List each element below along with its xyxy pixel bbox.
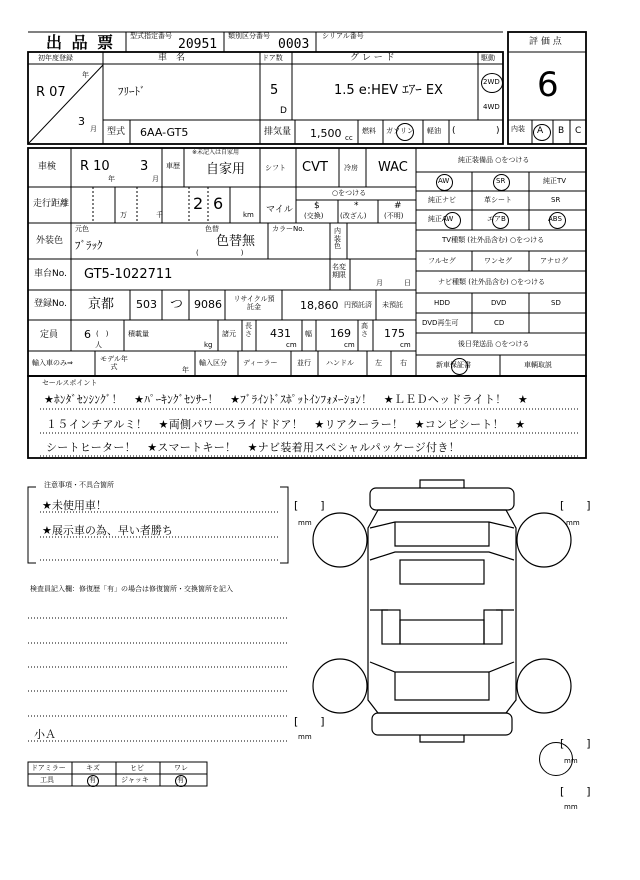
equip-abs: ABS xyxy=(548,215,562,223)
tread-mm-front-left: mm xyxy=(298,519,312,527)
width-label: 幅 xyxy=(305,330,312,338)
ac-label: 冷房 xyxy=(344,164,358,172)
title-change-month: 月 xyxy=(376,279,383,287)
title-change-label: 名変期限 xyxy=(332,263,346,279)
later-shipment-label: 後日発送品 ○をつける xyxy=(458,340,530,348)
tv-analog: アナログ xyxy=(540,257,568,265)
legend-tools-have: 有 xyxy=(89,776,96,784)
plate-region: 京都 xyxy=(88,297,115,312)
sales-line-1: ★ﾎﾝﾀﾞｾﾝｼﾝｸﾞ！ ★ﾊﾟｰｷﾝｸﾞｾﾝｻｰ！ ★ﾌﾞﾗｲﾝﾄﾞｽﾎﾟｯﾄｲﾝﾌｫﾒｰｼｮﾝ！ ★ＬＥＤヘッドライト！ ★ xyxy=(44,393,529,406)
navi-dvd: DVD xyxy=(491,299,507,307)
tread-bracket-front-right: [ ] xyxy=(560,499,591,512)
fuel-paren-open: ( xyxy=(452,126,456,136)
form-title: 出 品 票 xyxy=(46,33,116,52)
mileage-digit-1: 2 xyxy=(193,194,204,213)
drive-label: 駆動 xyxy=(481,54,495,62)
paint-paren: ( ) xyxy=(196,249,244,257)
equip-aw: AW xyxy=(438,177,450,185)
mile-label: マイル xyxy=(266,205,293,215)
capacity-value: 6 xyxy=(84,328,91,341)
color-number-label: カラーNo. xyxy=(272,225,305,233)
equip-aw2: 純正AW xyxy=(428,215,454,223)
navi-cd: CD xyxy=(494,319,505,327)
doors-value: 5 xyxy=(270,83,279,98)
handle-left: 左 xyxy=(375,359,382,367)
capacity-paren: ( ) xyxy=(96,330,109,338)
length-label: 長さ xyxy=(245,322,252,338)
capacity-label: 定員 xyxy=(40,330,59,340)
notes-label: 注意事項・不具合箇所 xyxy=(44,481,114,489)
tv-one-seg: ワンセグ xyxy=(484,257,512,265)
grade-score-value: 6 xyxy=(537,65,559,105)
import-type-label: 輸入区分 xyxy=(199,359,227,367)
handle-label: ハンドル xyxy=(326,359,354,367)
serial-label: シリアル番号 xyxy=(322,32,364,40)
title-change-day: 日 xyxy=(404,279,411,287)
car-name-label: 車 名 xyxy=(158,53,186,63)
history-value: 自家用 xyxy=(206,162,246,177)
dims-label: 諸元 xyxy=(222,330,236,338)
spare-tire-icon xyxy=(539,742,573,776)
tamper-label: (改ざん) xyxy=(340,212,367,220)
swap-mark: $ xyxy=(314,201,320,211)
tread-bracket-spare: [ ] xyxy=(560,785,591,798)
mileage-unit: km xyxy=(243,211,254,219)
height-value: 175 xyxy=(384,327,405,340)
sales-points-label: セールスポイント xyxy=(42,379,98,387)
inspection-month: 3 xyxy=(140,159,149,174)
unknown-mark: # xyxy=(394,201,402,211)
recycle-suffix: 円預託済 xyxy=(344,301,372,309)
chassis-label: 車台No. xyxy=(34,269,67,279)
model-designation-value: 20951 xyxy=(178,37,218,52)
fuel-label: 燃料 xyxy=(362,127,376,135)
fuel-paren-close: ) xyxy=(496,126,500,136)
genuine-equipment-label: 純正装備品 ○をつける xyxy=(458,156,530,164)
mileage-label: 走行距離 xyxy=(33,199,70,209)
height-unit: cm xyxy=(400,341,411,349)
fuel-gasoline: ガソリン xyxy=(386,127,414,135)
first-registration-month: 3 xyxy=(78,115,85,128)
interior-a: A xyxy=(537,126,544,136)
first-registration-label: 初年度登録 xyxy=(38,54,73,62)
tamper-mark: * xyxy=(354,201,359,211)
equip-leather: 革シート xyxy=(484,196,512,204)
handle-right: 右 xyxy=(400,359,407,367)
displacement-label: 排気量 xyxy=(264,127,292,137)
recycle-unpaid: 未預託 xyxy=(382,301,403,309)
tv-full-seg: フルセグ xyxy=(428,257,456,265)
tread-mm-rear-right: mm xyxy=(564,757,578,765)
door-type-value: D xyxy=(280,106,287,116)
tread-bracket-rear-right: [ ] xyxy=(560,737,591,750)
drive-4wd: 4WD xyxy=(483,103,500,111)
equip-sr2: SR xyxy=(551,196,561,204)
history-note: ※未記入は自家用 xyxy=(192,149,240,156)
load-label: 積載量 xyxy=(128,330,149,338)
doors-label: ドア数 xyxy=(262,54,283,62)
mileage-man-unit: 万 xyxy=(120,211,127,219)
interior-c: C xyxy=(575,126,582,136)
shift-value: CVT xyxy=(302,160,328,175)
legend-scratch: キズ xyxy=(86,764,100,772)
length-value: 431 xyxy=(270,327,291,340)
category-value: 0003 xyxy=(278,37,310,52)
inspection-era: R 10 xyxy=(80,159,110,174)
legend-split: ワレ xyxy=(174,764,188,772)
grade-label: グ レ ー ド xyxy=(350,53,395,63)
recycle-label: リサイクル預託金 xyxy=(233,295,275,312)
displacement-unit: cc xyxy=(345,134,353,142)
interior-b: B xyxy=(558,126,565,136)
interior-color-label: 内装色 xyxy=(334,227,341,251)
equip-eb: エアB xyxy=(487,215,506,223)
tv-type-label: TV種類 (社外品含む) ○をつける xyxy=(442,236,545,244)
inspector-mark: 小Ａ xyxy=(34,728,56,741)
displacement-value: 1,500 xyxy=(310,127,342,140)
legend-crack: ヒビ xyxy=(130,764,144,772)
height-label: 高さ xyxy=(361,322,368,338)
chassis-value: GT5-1022711 xyxy=(84,267,173,282)
equip-navi: 純正ナビ xyxy=(428,196,456,204)
recycle-amount: 18,860 xyxy=(300,299,339,312)
unknown-label: (不明) xyxy=(384,212,404,220)
plate-class: 503 xyxy=(136,298,157,311)
grade-score-label: 評 価 点 xyxy=(529,37,562,47)
inspection-month-unit: 月 xyxy=(152,175,159,183)
paint-label: 色替 xyxy=(205,225,219,233)
legend-jack-have: 有 xyxy=(177,776,184,784)
width-value: 169 xyxy=(330,327,351,340)
notes-line-1: ★未使用車！ xyxy=(42,499,107,512)
mileage-digit-2: 6 xyxy=(213,194,224,213)
grade-value: 1.5 e:HEV ｴｱｰ EX xyxy=(334,83,443,98)
history-label: 車歴 xyxy=(166,162,180,170)
navi-hdd: HDD xyxy=(434,299,451,307)
model-designation-label: 型式指定番号 xyxy=(130,32,172,40)
original-color-label: 元色 xyxy=(75,225,89,233)
capacity-unit: 人 xyxy=(95,341,102,349)
equip-tv: 純正TV xyxy=(543,177,567,185)
tread-mm-spare: mm xyxy=(564,803,578,811)
inspection-label: 車検 xyxy=(38,162,57,172)
first-registration-year-unit: 年 xyxy=(82,71,89,79)
ac-value: WAC xyxy=(378,160,408,175)
mileage-circle-note: ○をつける xyxy=(332,189,367,197)
legend-door-mirror: ドアミラー xyxy=(31,764,66,772)
original-color-value: ﾌﾞﾗｯｸ xyxy=(75,239,103,252)
import-parallel: 並行 xyxy=(297,359,311,367)
swap-label: (交換) xyxy=(304,212,324,220)
notes-line-2: ★展示車の為、早い者勝ち xyxy=(42,524,173,537)
navi-dvd-play: DVD再生可 xyxy=(422,319,459,327)
first-registration-era: R 07 xyxy=(36,85,66,100)
later-warranty: 新車保証書 xyxy=(436,361,471,369)
width-unit: cm xyxy=(344,341,355,349)
legend-jack: ジャッキ xyxy=(121,776,149,784)
inspection-year-unit: 年 xyxy=(108,175,115,183)
navi-type-label: ナビ種類 (社外品含む) ○をつける xyxy=(438,278,546,286)
shift-label: シフト xyxy=(265,164,286,172)
navi-sd: SD xyxy=(551,299,561,307)
equip-sr: SR xyxy=(496,177,506,185)
tread-bracket-rear-left: [ ] xyxy=(294,715,325,728)
drive-2wd: 2WD xyxy=(483,78,500,86)
car-name-value: ﾌﾘｰﾄﾞ xyxy=(118,85,146,98)
interior-label: 内装 xyxy=(511,125,525,133)
mileage-sen-unit: 千 xyxy=(156,211,163,219)
tread-mm-rear-left: mm xyxy=(298,733,312,741)
tread-mm-front-right: mm xyxy=(566,519,580,527)
inspector-label: 検査員記入欄：修復歴「有」の場合は修復箇所・交換箇所を記入 xyxy=(30,585,233,593)
tread-bracket-front-left: [ ] xyxy=(294,499,325,512)
fuel-diesel: 軽油 xyxy=(427,127,441,135)
import-dealer: ディーラー xyxy=(243,359,278,367)
paint-value: 色替無 xyxy=(216,234,256,249)
length-unit: cm xyxy=(286,341,297,349)
plate-kana: つ xyxy=(170,297,184,312)
category-label: 類別区分番号 xyxy=(228,32,270,40)
model-year-label: モデル年式 xyxy=(100,355,128,372)
load-unit: kg xyxy=(204,341,213,349)
exterior-color-label: 外装色 xyxy=(36,236,64,246)
first-registration-month-unit: 月 xyxy=(90,125,97,133)
sales-line-2: １５インチアルミ！ ★両側パワースライドドア！ ★リアクーラー！ ★コンビシート！ ★ xyxy=(46,418,526,431)
later-manual: 車輌取説 xyxy=(524,361,552,369)
sales-line-3: シートヒーター！ ★スマートキー！ ★ナビ装着用スペシャルパッケージ付き！ xyxy=(46,441,460,454)
import-label: 輸入車のみ⇒ xyxy=(32,359,73,367)
plate-label: 登録No. xyxy=(34,299,67,309)
plate-number: 9086 xyxy=(194,298,222,311)
model-type-value: 6AA-GT5 xyxy=(140,126,189,139)
model-year-unit: 年 xyxy=(182,366,189,374)
legend-tools: 工具 xyxy=(40,776,54,784)
model-type-label: 型式 xyxy=(107,127,126,137)
